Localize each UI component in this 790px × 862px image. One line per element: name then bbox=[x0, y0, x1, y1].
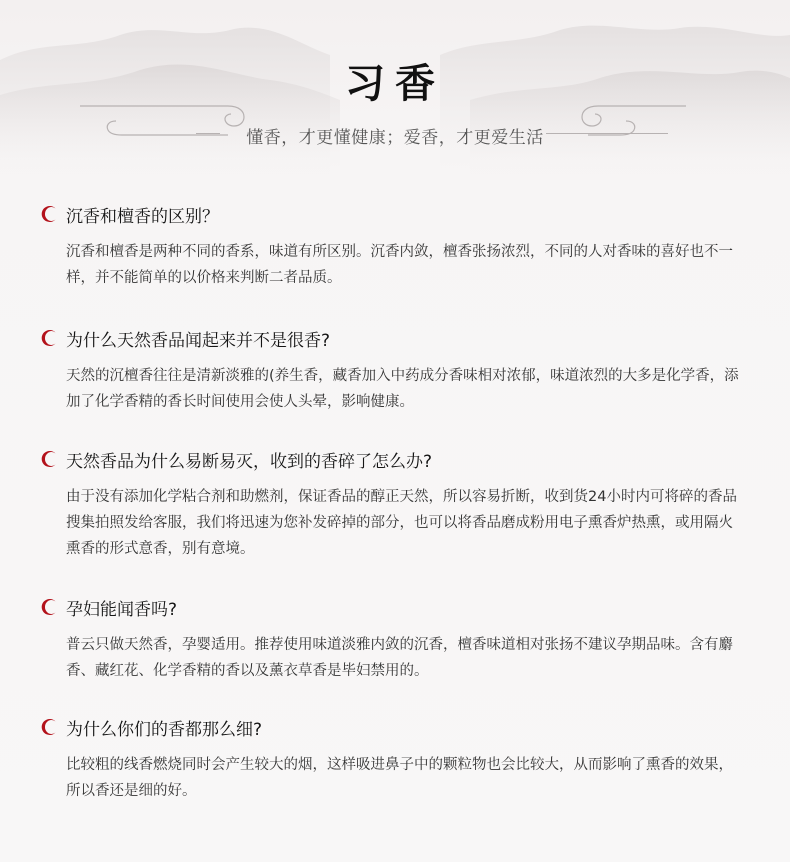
faq-item bbox=[38, 714, 738, 804]
faq-item bbox=[38, 594, 738, 684]
faq-answer: 普云只做天然香，孕婴适用。推荐使用味道淡雅内敛的沉香，檀香味道相对张扬不建议孕期品味。含有麝香、藏红花、化学香精的香以及薰衣草香是毕妇禁用的。 bbox=[66, 637, 733, 679]
faq-question: 为什么你们的香都那么细? bbox=[66, 719, 263, 740]
faq-question-row bbox=[38, 446, 738, 472]
crescent-bullet-icon bbox=[38, 716, 60, 738]
faq-question-row bbox=[38, 594, 738, 620]
page-title: 习香 bbox=[345, 60, 445, 107]
faq-question-row bbox=[38, 201, 738, 227]
crescent-bullet-icon bbox=[38, 327, 60, 349]
faq-item bbox=[38, 325, 738, 415]
crescent-bullet-icon bbox=[38, 203, 60, 225]
faq-item bbox=[38, 446, 738, 562]
page-subtitle: 懂香，才更懂健康；爱香，才更爱生活 bbox=[246, 128, 544, 148]
faq-question-row bbox=[38, 325, 738, 351]
faq-question: 天然香品为什么易断易灭，收到的香碎了怎么办? bbox=[66, 451, 433, 472]
crescent-bullet-icon bbox=[38, 596, 60, 618]
faq-question-row bbox=[38, 714, 738, 740]
faq-item bbox=[38, 201, 738, 291]
faq-answer: 沉香和檀香是两种不同的香系，味道有所区别。沉香内敛，檀香张扬浓烈，不同的人对香味的喜好也不一样，并不能简单的以价格来判断二者品质。 bbox=[66, 244, 733, 286]
faq-question: 为什么天然香品闻起来并不是很香? bbox=[66, 330, 331, 351]
faq-question: 孕妇能闻香吗? bbox=[66, 599, 178, 620]
faq-answer: 由于没有添加化学粘合剂和助燃剂，保证香品的醇正天然，所以容易折断，收到货24小时内可将碎的香品搜集拍照发给客服，我们将迅速为您补发碎掉的部分，也可以将香品磨成粉用电子熏香炉热熏，或用隔火熏香的形式意香，别有意境。 bbox=[66, 489, 737, 557]
crescent-bullet-icon bbox=[38, 448, 60, 470]
faq-answer: 比较粗的线香燃烧同时会产生较大的烟，这样吸进鼻子中的颗粒物也会比较大，从而影响了熏香的效果，所以香还是细的好。 bbox=[66, 757, 733, 799]
faq-answer: 天然的沉檀香往往是清新淡雅的(养生香，藏香加入中药成分香味相对浓郁，味道浓烈的大多是化学香，添加了化学香精的香长时间使用会使人头晕，影响健康。 bbox=[66, 368, 739, 410]
faq-question: 沉香和檀香的区别？ bbox=[66, 206, 219, 227]
